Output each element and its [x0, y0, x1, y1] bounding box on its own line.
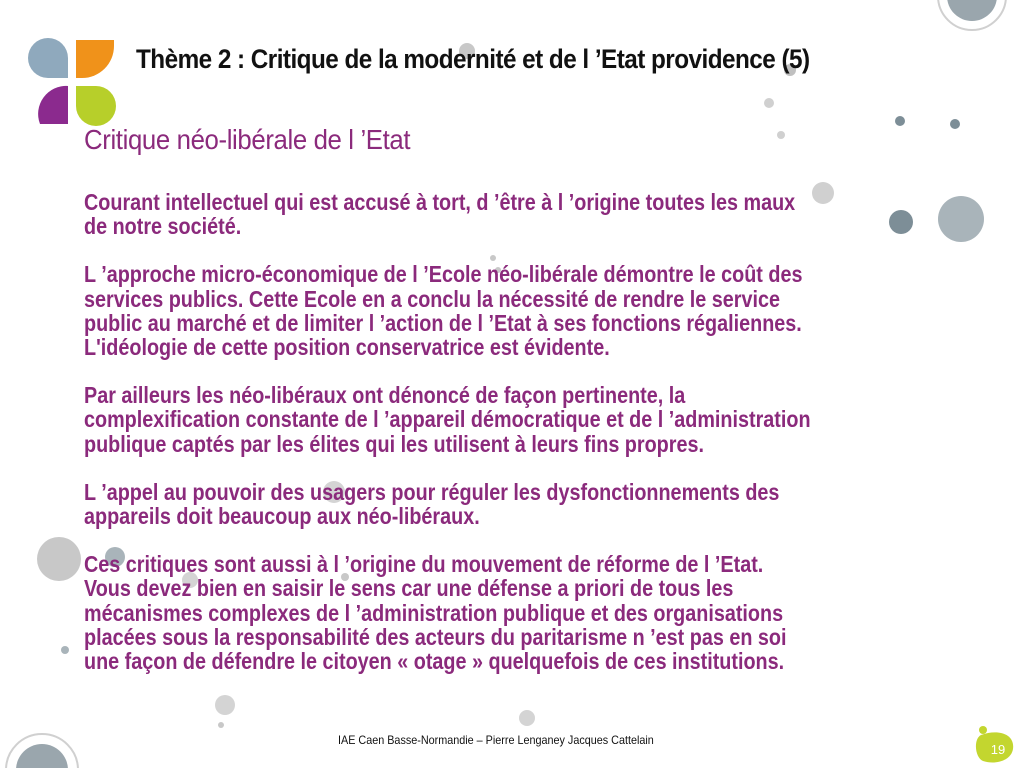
text-line: de notre société. — [84, 213, 242, 240]
bubble — [938, 196, 984, 242]
bubble — [215, 695, 235, 715]
paragraph — [84, 552, 875, 673]
text-line: Par ailleurs les néo-libéraux ont dénoncé de façon pertinente, la — [84, 382, 686, 409]
text-line: Courant intellectuel qui est accusé à tort, d ’être à l ’origine toutes les maux — [84, 189, 796, 215]
bubble — [947, 0, 997, 21]
bubble — [895, 116, 905, 126]
page-number: 19 — [990, 742, 1006, 757]
slide-footer: IAE Caen Basse-Normandie – Pierre Lenganey Jacques Cattelain — [338, 733, 654, 747]
logo-petal-blue — [28, 38, 68, 78]
bubble — [519, 710, 535, 726]
bubble — [16, 744, 68, 768]
text-line: public au marché et de limiter l ’action de l ’Etat à ses fonctions régaliennes. — [84, 309, 802, 336]
text-line: L ’appel au pouvoir des usagers pour réguler les dysfonctionnements des — [84, 478, 780, 505]
text-line: L'idéologie de cette position conservatrice est évidente. — [84, 334, 610, 361]
logo-petal-green — [76, 86, 116, 126]
bubble — [950, 119, 960, 129]
bubble — [764, 98, 774, 108]
text-line: L ’approche micro-économique de l ’Ecole néo-libérale démontre le coût des — [84, 261, 803, 288]
logo-center — [67, 77, 77, 87]
bubble — [889, 210, 913, 234]
text-line: placées sous la responsabilité des acteurs du paritarisme n ’est pas en soi — [84, 623, 787, 650]
text-line: Ces critiques sont aussi à l ’origine du mouvement de réforme de l ’Etat. — [84, 551, 764, 578]
paragraph — [84, 262, 875, 359]
slide-title: Thème 2 : Critique de la modernité et de l ’Etat providence (5) — [136, 44, 810, 74]
bubble — [37, 537, 81, 581]
text-line: mécanismes complexes de l ’administration publique et des organisations — [84, 599, 784, 626]
logo-petal-purple — [38, 86, 68, 124]
text-line: Vous devez bien en saisir le sens car une défense a priori de tous les — [84, 575, 734, 602]
slide-subtitle: Critique néo-libérale de l ’Etat — [84, 124, 411, 155]
text-line: publique captés par les élites qui les utilisent à leurs fins propres. — [84, 430, 704, 457]
paragraph — [84, 383, 875, 456]
slide-body — [84, 190, 875, 697]
bubble — [777, 131, 785, 139]
paragraph — [84, 480, 875, 528]
logo-petal-orange — [76, 40, 114, 78]
paragraph — [84, 190, 875, 238]
text-line: complexification constante de l ’appareil démocratique et de l ’administration — [84, 406, 811, 433]
bubble — [61, 646, 69, 654]
text-line: services publics. Cette Ecole en a conclu la nécessité de rendre le service — [84, 285, 780, 312]
iae-logo — [26, 36, 118, 128]
text-line: appareils doit beaucoup aux néo-libéraux. — [84, 503, 480, 530]
bubble — [218, 722, 224, 728]
text-line: une façon de défendre le citoyen « otage » quelquefois de ces institutions. — [84, 648, 785, 675]
